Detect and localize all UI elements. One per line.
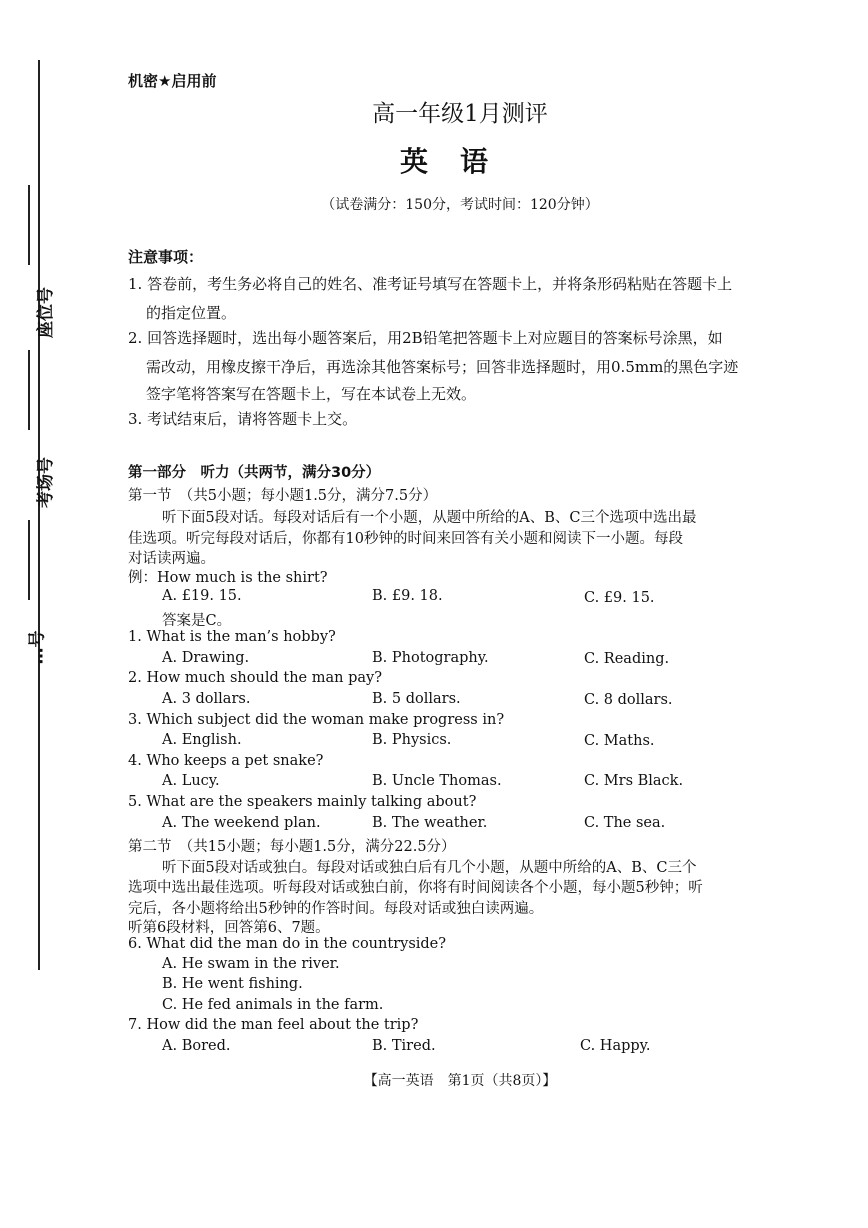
- q4-option-b: B. Uncle Thomas.: [372, 773, 502, 789]
- seat-blank-line-2: [28, 350, 30, 430]
- q6-option-a: A. He swam in the river.: [162, 956, 340, 972]
- q7-option-a: A. Bored.: [162, 1038, 231, 1054]
- q2-option-b: B. 5 dollars.: [372, 691, 461, 707]
- question-6: 6. What did the man do in the countryside?: [128, 936, 447, 952]
- question-5: 5. What are the speakers mainly talking about?: [128, 794, 477, 810]
- example-option-c: C. £9. 15.: [584, 590, 655, 606]
- question-7: 7. How did the man feel about the trip?: [128, 1017, 419, 1033]
- question-2: 2. How much should the man pay?: [128, 670, 382, 686]
- q3-option-b: B. Physics.: [372, 732, 452, 748]
- q5-option-c: C. The sea.: [584, 815, 666, 831]
- notice-line-2: 2. 回答选择题时，选出每小题答案后，用2B铅笔把答题卡上对应题目的答案标号涂黑，如: [128, 329, 723, 347]
- notice-heading: 注意事项：: [128, 248, 204, 266]
- q2-option-a: A. 3 dollars.: [162, 691, 251, 707]
- notice-line-3: 3. 考试结束后，请将答题卡上交。: [128, 410, 358, 428]
- q4-option-c: C. Mrs Black.: [584, 773, 684, 789]
- example-option-b: B. £9. 18.: [372, 588, 443, 604]
- subject-title: 英语: [399, 145, 520, 178]
- q3-option-c: C. Maths.: [584, 733, 655, 749]
- page-footer: 【高一英语 第1页（共8页）】: [363, 1073, 557, 1089]
- q3-option-a: A. English.: [162, 732, 242, 748]
- question-4: 4. Who keeps a pet snake?: [128, 753, 324, 769]
- example-question: 例：How much is the shirt?: [128, 570, 328, 586]
- section2-instruction-3: 完后，各小题将给出5秒钟的作答时间。每段对话或独白读两遍。: [128, 901, 544, 917]
- section2-instruction-1: 听下面5段对话或独白。每段对话或独白后有几个小题，从题中所给的A、B、C三个: [162, 860, 697, 876]
- q5-option-a: A. The weekend plan.: [162, 815, 321, 831]
- q1-option-a: A. Drawing.: [162, 650, 250, 666]
- section1-instruction-2: 佳选项。听完每段对话后，你都有10秒钟的时间来回答有关小题和阅读下一小题。每段: [128, 531, 683, 547]
- notice-line-1: 1. 答卷前，考生务必将自己的姓名、准考证号填写在答题卡上，并将条形码粘贴在答题卡上: [128, 275, 733, 293]
- q1-option-b: B. Photography.: [372, 650, 489, 666]
- part1-heading: 第一部分 听力（共两节，满分30分）: [128, 465, 381, 481]
- confidential-label: 机密★启用前: [128, 72, 217, 90]
- q7-option-b: B. Tired.: [372, 1038, 436, 1054]
- section1-instruction-3: 对话读两遍。: [128, 551, 215, 567]
- notice-line-2b: 需改动，用橡皮擦干净后，再选涂其他答案标号；回答非选择题时，用0.5mm的黑色字迹: [146, 358, 739, 376]
- seat-number-label: 座位号: [36, 287, 56, 338]
- example-option-a: A. £19. 15.: [162, 588, 242, 604]
- q1-option-c: C. Reading.: [584, 651, 670, 667]
- section2-instruction-2: 选项中选出最佳选项。听每段对话或独白前，你将有时间阅读各个小题，每小题5秒钟；听: [128, 880, 703, 896]
- notice-line-2c: 签字笔将答案写在答题卡上，写在本试卷上无效。: [146, 385, 477, 403]
- section1-heading: 第一节 （共5小题；每小题1.5分，满分7.5分）: [128, 488, 438, 504]
- q7-option-c: C. Happy.: [580, 1038, 651, 1054]
- q5-option-b: B. The weather.: [372, 815, 488, 831]
- q2-option-c: C. 8 dollars.: [584, 692, 673, 708]
- exam-room-label: 考场号: [36, 457, 56, 508]
- example-answer: 答案是C。: [162, 613, 232, 629]
- partial-side-label: …号: [27, 630, 48, 665]
- question-1: 1. What is the man’s hobby?: [128, 629, 336, 645]
- exam-meta: （试卷满分：150分，考试时间：120分钟）: [321, 197, 599, 213]
- material-6-label: 听第6段材料，回答第6、7题。: [128, 920, 330, 936]
- q4-option-a: A. Lucy.: [162, 773, 220, 789]
- exam-room-blank-line: [28, 520, 30, 600]
- section2-heading: 第二节 （共15小题；每小题1.5分，满分22.5分）: [128, 839, 456, 855]
- question-3: 3. Which subject did the woman make progress in?: [128, 712, 505, 728]
- section1-instruction-1: 听下面5段对话。每段对话后有一个小题，从题中所给的A、B、C三个选项中选出最: [162, 510, 697, 526]
- exam-title: 高一年级1月测评: [372, 101, 548, 127]
- notice-line-1b: 的指定位置。: [146, 304, 237, 322]
- q6-option-c: C. He fed animals in the farm.: [162, 997, 384, 1013]
- q6-option-b: B. He went fishing.: [162, 976, 303, 992]
